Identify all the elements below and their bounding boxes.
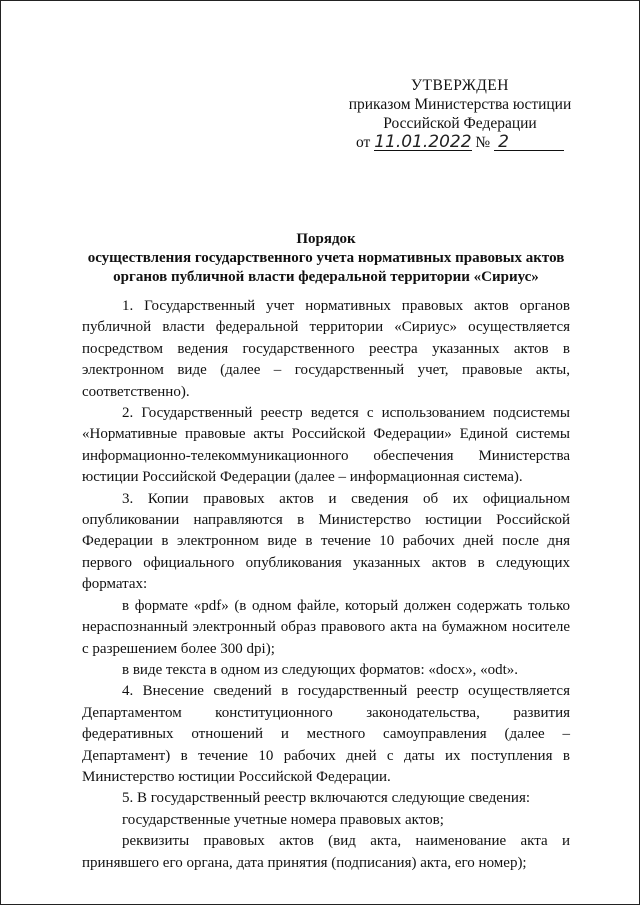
paragraph-3-format-text: в виде текста в одном из следующих форматов: «docx», «odt». [122, 661, 518, 678]
approval-line-2: Российской Федерации [383, 115, 537, 132]
number-prefix: № [475, 134, 491, 151]
paragraph-3: 3. Копии правовых актов и сведения об их официальном опубликовании направляются в Министерство юстиции Российской Федерации в электронном виде в течение 10 рабочих дней после дня первого официального опубликования указанных актов в следующих форматах: [82, 490, 570, 593]
approval-date-line [356, 133, 590, 152]
paragraph-2: 2. Государственный реестр ведется с использованием подсистемы «Нормативные правовые акты Российской Федерации» Единой системы информационно-телекоммуникационного обеспечения Министерства юстиции Российской Федерации (далее – информационная система). [82, 405, 570, 486]
handwritten-number: 2 [494, 134, 564, 151]
handwritten-date: 11.01.2022 [374, 132, 472, 152]
heading-subtitle-line-2: органов публичной власти федеральной территории «Сириус» [113, 269, 539, 285]
approval-stamp [330, 76, 590, 152]
paragraph-5: 5. В государственный реестр включаются следующие сведения: [122, 790, 531, 807]
paragraph-4: 4. Внесение сведений в государственный реестр осуществляется Департаментом конституционного законодательства, развития федеративных отношений и местного самоуправления (далее – Департамент) в течение 10 рабочих дней с даты их поступления в Министерство юстиции Российской Федерации. [82, 683, 570, 785]
date-prefix: от [356, 134, 371, 151]
heading-title: Порядок [296, 231, 356, 247]
heading-subtitle-line-1: осуществления государственного учета нормативных правовых актов [87, 250, 565, 266]
approval-line-1: приказом Министерства юстиции [348, 96, 572, 113]
approval-title: УТВЕРЖДЕН [411, 77, 509, 94]
document-body [82, 296, 570, 874]
paragraph-3-format-pdf: в формате «pdf» (в одном файле, который должен содержать только нераспознанный электронный образ правового акта на бумажном носителе с разрешением более 300 dpi); [82, 597, 570, 657]
paragraph-1: 1. Государственный учет нормативных правовых актов органов публичной власти федеральной территории «Сириус» осуществляется посредством ведения государственного реестра указанных актов в электронном виде (далее – государственный учет, правовые акты, соответственно). [82, 298, 570, 400]
paragraph-5-item-details: реквизиты правовых актов (вид акта, наименование акта и принявшего его органа, дата принятия (подписания) акта, его номер); [82, 833, 570, 871]
document-heading [72, 230, 580, 287]
paragraph-5-item-numbers: государственные учетные номера правовых актов; [122, 811, 444, 828]
